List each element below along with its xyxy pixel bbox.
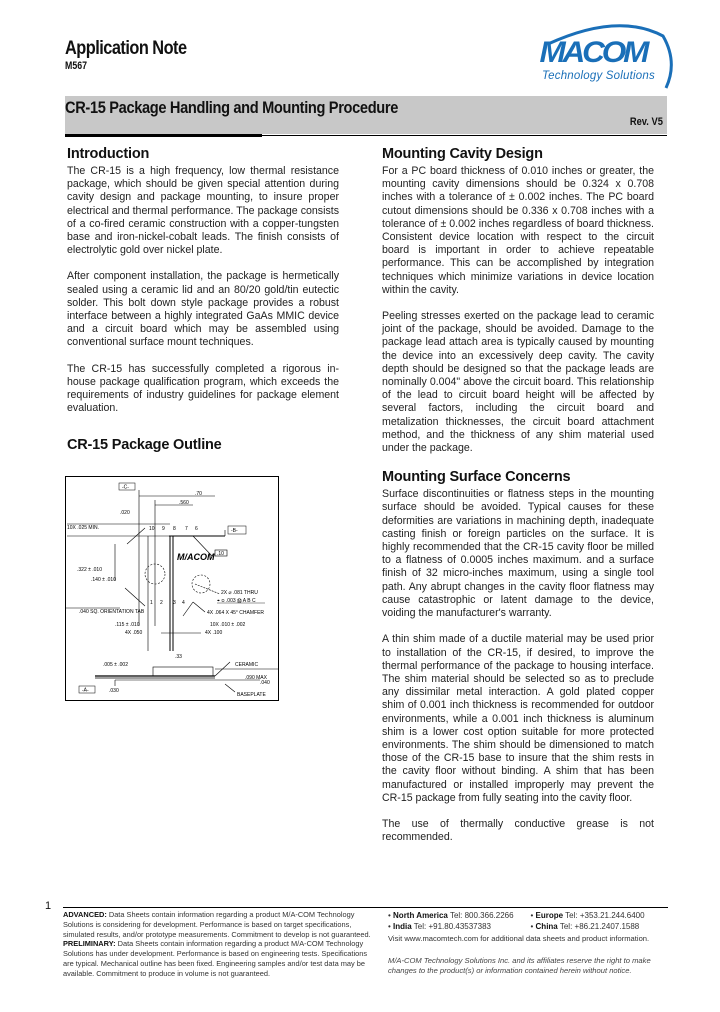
svg-text:.090 MAX: .090 MAX (245, 675, 267, 681)
svg-text:CERAMIC: CERAMIC (235, 662, 259, 668)
title-divider-accent (65, 134, 262, 137)
svg-text:M/ACOM: M/ACOM (177, 552, 215, 562)
package-outline-drawing (65, 476, 279, 701)
visit-website-link[interactable]: Visit www.macomtech.com for additional data sheets and product information. (388, 934, 650, 943)
svg-text:.040: .040 (260, 680, 270, 686)
section-heading-surface-concerns: Mounting Surface Concerns (382, 469, 571, 486)
svg-text:.70: .70 (195, 491, 202, 497)
svg-text:.020: .020 (120, 510, 130, 516)
page-title: CR-15 Package Handling and Mounting Procedure (65, 98, 399, 117)
svg-text:4X .100: 4X .100 (205, 630, 223, 636)
footer-legal-notes (63, 910, 378, 979)
svg-text:2: 2 (160, 600, 163, 606)
paragraph: The CR-15 has successfully completed a rigorous in-house package qualification program, which exceeds the requirements of industry guidelines for package element evaluation. (67, 362, 339, 415)
contact-north-america: • North America Tel: 800.366.2266 (388, 911, 514, 920)
section-heading-introduction: Introduction (67, 146, 150, 162)
contact-europe: • Europe Tel: +353.21.244.6400 (530, 911, 645, 920)
svg-text:9: 9 (162, 526, 165, 532)
footer-divider (63, 907, 668, 908)
svg-text:BASEPLATE: BASEPLATE (237, 692, 266, 698)
svg-text:.030: .030 (109, 688, 119, 694)
paragraph: A thin shim made of a ductile material may be used prior to installation of the CR-15, if desired, to improve the thermal performance of the package to housing interface. The shim material should be selected so as to preclude any dissimilar metal interaction. A gold plated copper shim of 0.001 inch thickness is recommended for outdoor environments, while a 0.001 inch thickness is aluminum shim is a lower cost option suitable for more protected environments. The shim should be dimensioned to match those of the CR-15 base to insure that the shim rests in the cavity floor without binding. A shim that has been manufactured or installed improperly may prevent the CR-15 package from fully seating into the cavity floor. (382, 633, 654, 804)
svg-text:2X ⌀ .081 THRU: 2X ⌀ .081 THRU (221, 590, 258, 596)
svg-text:.040 SQ. ORIENTATION TAB: .040 SQ. ORIENTATION TAB (79, 609, 145, 615)
logo-wordmark: MACOM (539, 36, 647, 69)
revision-label: Rev. V5 (629, 116, 663, 128)
logo-tagline: Technology Solutions (542, 70, 655, 82)
svg-text:7: 7 (185, 526, 188, 532)
svg-text:4X .064 X 45° CHAMFER: 4X .064 X 45° CHAMFER (207, 610, 265, 616)
svg-text:-A-: -A- (82, 687, 89, 694)
contact-india: • India Tel: +91.80.43537383 (388, 922, 491, 931)
paragraph: For a PC board thickness of 0.010 inches or greater, the mounting cavity dimensions should be 0.324 x 0.708 inches with a tolerance of ± 0.002 inches. The PC board cutout dimensions should be 0.336 x 0.708 inches with a tolerance of ± 0.002 inches regardless of board thickness. Consistent device location with respect to the circuit board is important in order to achieve repeatable performance. This can be accomplished by integration techniques which minimize variations in device location within the cavity. (382, 165, 654, 296)
paragraph: After component installation, the package is hermetically sealed using a ceramic lid and an 80/20 gold/tin eutectic solder. This bolt down style package provides a robust interface between a highly integrated GaAs MMIC device and a circuit board which may be assembled using conventional surface mount techniques. (67, 270, 339, 349)
svg-text:-C-: -C- (122, 484, 129, 491)
svg-text:-B-: -B- (231, 528, 238, 534)
paragraph: Peeling stresses exerted on the package lead to ceramic joint of the package, should be avoided. Damage to the package lead attach area is typically caused by mounting the device into an excessively deep cavity. The cavity depth should be designed so that the package leads are nominally 0.004" above the circuit board. This relationship of the lead to circuit board height will be affected by several factors, including the circuit board and metalization thicknesses, the circuit board attachment method, and the thickness of any shim material used under the package. (382, 310, 654, 455)
svg-text:8: 8 (173, 526, 176, 532)
svg-text:.10: .10 (217, 551, 224, 557)
left-column (67, 146, 339, 456)
svg-text:4X .050: 4X .050 (125, 630, 143, 636)
advanced-text: Data Sheets contain information regarding a product M/A-COM Technology Solutions is considering for development. Performance is based on target specifications, simulated results, and/or prototype measurements. Commitment to develop is not guaranteed. (63, 910, 371, 939)
title-band (65, 96, 667, 134)
document-type: Application Note (65, 38, 187, 59)
paragraph: Surface discontinuities or flatness steps in the mounting surface should be avoided. Typical causes for these deformities are variations in machining depth, inadequate casting finish or foreign particles on the surface. It is highly recommended that the CR-15 cavity floor be milled to a flatness of 0.0005 inches maximum. and a surface finish of 32 micro-inches maximum, using a single tool path. Any abrupt changes in the cavity floor flatness may cause catastrophic or latent damage to the device, voiding the manufacturer's warranty. (382, 488, 654, 620)
advanced-label: ADVANCED: (63, 910, 107, 919)
svg-text:⌖ ⌀ .003 Ⓜ A B C: ⌖ ⌀ .003 Ⓜ A B C (217, 598, 256, 604)
paragraph: The CR-15 is a high frequency, low thermal resistance package, which should be given special attention during cavity design and package mounting, to insure proper electrical and thermal performance. The package consists of a co-fired ceramic construction with a copper-tungsten base and iron-nickel-cobalt leads. The finish consists of electrolytic gold over nickel plate. (67, 165, 339, 257)
page-number: 1 (45, 900, 52, 912)
svg-text:.005 ± .002: .005 ± .002 (103, 662, 128, 668)
footer-contacts (388, 910, 673, 976)
svg-text:3: 3 (173, 600, 176, 606)
preliminary-label: PRELIMINARY: (63, 939, 116, 949)
preliminary-text: Data Sheets contain information regarding a product M/A-COM Technology Solutions has under development. Performance is based on engineering tests. Specifications are typical. Mechanical outline has been fixed. Engineering samples and/or test data may be available. Commitment to produce in volume is not guaranteed. (63, 939, 368, 978)
svg-text:.33: .33 (175, 654, 182, 660)
right-column (382, 146, 654, 857)
svg-text:.322 ± .010: .322 ± .010 (77, 567, 102, 573)
svg-text:.560: .560 (179, 500, 189, 506)
svg-text:4: 4 (182, 600, 185, 606)
svg-text:10: 10 (149, 526, 155, 532)
svg-text:.115 ± .010: .115 ± .010 (115, 622, 140, 628)
svg-text:.140 ± .010: .140 ± .010 (91, 577, 116, 583)
section-heading-package-outline: CR-15 Package Outline (67, 437, 222, 454)
document-code: M567 (65, 60, 88, 72)
paragraph: The use of thermally conductive grease is not recommended. (382, 817, 654, 844)
svg-text:10X .010 ± .002: 10X .010 ± .002 (210, 622, 246, 628)
svg-text:10X .025 MIN.: 10X .025 MIN. (67, 525, 99, 531)
svg-text:6: 6 (195, 526, 198, 532)
section-heading-cavity-design: Mounting Cavity Design (382, 146, 543, 162)
disclaimer: M/A-COM Technology Solutions Inc. and its affiliates reserve the right to make changes to the product(s) or information contained herein without notice. (388, 956, 651, 975)
macom-logo (528, 22, 673, 90)
contact-china: • China Tel: +86.21.2407.1588 (530, 922, 640, 931)
svg-text:1: 1 (150, 600, 153, 606)
